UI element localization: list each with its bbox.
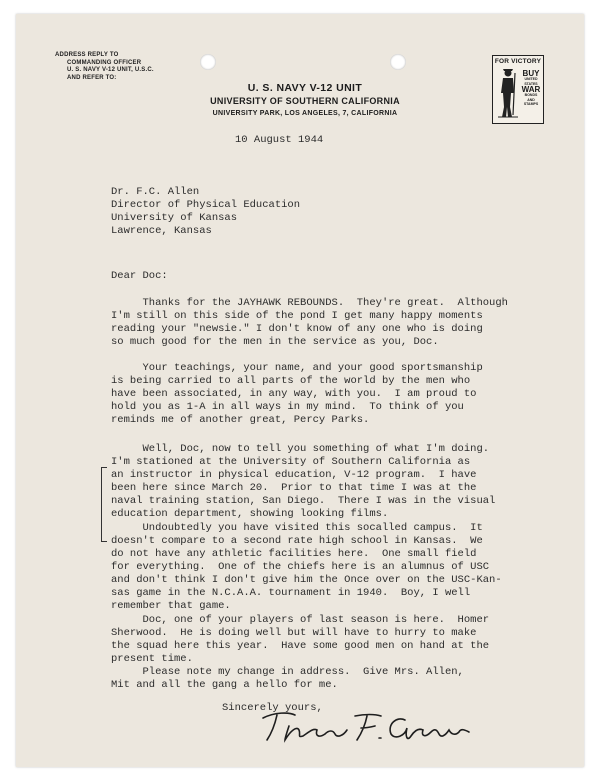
text-line: have been associated, in any way, with you. I am proud to — [111, 388, 477, 400]
war-bonds-stamp — [492, 55, 544, 124]
stamp-small-text: AND — [527, 97, 535, 102]
recipient-address — [111, 186, 300, 238]
paragraph-5 — [111, 614, 489, 666]
stamp-small-text: STATES — [524, 81, 538, 86]
closing: Sincerely yours, — [222, 702, 323, 714]
text-line: Doc, one of your players of last season is here. Homer — [111, 614, 490, 626]
text-line: education department, showing looking films. — [111, 508, 389, 520]
reply-to-line: ADDRESS REPLY TO — [55, 52, 119, 58]
text-line: Well, Doc, now to tell you something of what I'm doing. — [111, 443, 490, 455]
text-line: hold you as 1-A in all ways in my mind. To think of you — [111, 401, 464, 413]
paragraph-4 — [111, 522, 502, 613]
paragraph-2 — [111, 362, 483, 427]
recipient-line: Lawrence, Kansas — [111, 225, 212, 237]
recipient-line: Director of Physical Education — [111, 199, 301, 211]
text-line: I'm still on this side of the pond I get many happy moments — [111, 310, 483, 322]
salutation: Dear Doc: — [111, 270, 168, 282]
letterhead — [190, 81, 420, 120]
letterhead-university: UNIVERSITY OF SOUTHERN CALIFORNIA — [210, 96, 400, 106]
punch-hole-left — [200, 54, 216, 70]
reply-to-line: U. S. NAVY V-12 UNIT, U.S.C. — [67, 67, 154, 73]
text-line: for everything. One of the chiefs here is an alumnus of USC — [111, 561, 490, 573]
text-line: remember that game. — [111, 600, 231, 612]
stamp-small-text: BONDS — [524, 93, 538, 97]
stamp-war: WAR — [521, 85, 541, 94]
minuteman-icon — [496, 67, 520, 119]
letterhead-address: UNIVERSITY PARK, LOS ANGELES, 7, CALIFORNIA — [212, 110, 398, 117]
text-line: an instructor in physical education, V-12 program. I have — [111, 469, 477, 481]
margin-bracket-mark — [101, 467, 107, 542]
reply-to-line: COMMANDING OFFICER — [67, 59, 142, 66]
text-line: Undoubtedly you have visited this socalled campus. It — [111, 522, 483, 534]
text-line: is being carried to all parts of the world by the men who — [111, 375, 471, 387]
text-line: reading your "newsie." I don't know of any one who is doing — [111, 323, 483, 335]
reply-to-block — [55, 52, 154, 82]
text-line: do not have any athletic facilities here. One small field — [111, 548, 477, 560]
text-line: I'm stationed at the University of Southern California as — [111, 456, 471, 468]
text-line: so much good for the men in the service as you, Doc. — [111, 336, 439, 348]
text-line: Your teachings, your name, and your good sportsmanship — [111, 362, 483, 374]
signature — [255, 706, 475, 746]
text-line: Thanks for the JAYHAWK REBOUNDS. They're great. Although — [111, 297, 508, 309]
text-line: Mit and all the gang a hello for me. — [111, 679, 338, 691]
punch-hole-right — [390, 54, 406, 70]
text-line: naval training station, San Diego. There I was in the visual — [111, 495, 496, 507]
stamp-top-text: FOR VICTORY — [494, 58, 542, 65]
text-line: the squad here this year. Have some good men on hand at the — [111, 640, 490, 652]
stamp-buy: BUY — [522, 69, 540, 78]
reply-to-line: AND REFER TO: — [67, 74, 117, 81]
text-line: doesn't compare to a second rate high school in Kansas. We — [111, 535, 483, 547]
text-line: sas game in the N.C.A.A. tournament in 1940. Boy, I well — [111, 587, 471, 599]
stamp-small-text: UNITED — [524, 77, 538, 81]
text-line: present time. — [111, 653, 193, 665]
stamp-small-text: STAMPS — [523, 102, 539, 106]
text-line: reminds me of another great, Percy Parks. — [111, 414, 370, 426]
paragraph-6 — [111, 666, 464, 692]
text-line: Please note my change in address. Give Mrs. Allen, — [111, 666, 464, 678]
letter-date: 10 August 1944 — [235, 134, 324, 146]
recipient-line: Dr. F.C. Allen — [111, 186, 200, 198]
paragraph-3 — [111, 443, 495, 521]
letterhead-unit: U. S. NAVY V-12 UNIT — [247, 82, 363, 94]
paragraph-1 — [111, 297, 508, 349]
text-line: been here since March 20. Prior to that time I was at the — [111, 482, 477, 494]
text-line: Sherwood. He is doing well but will have to hurry to make — [111, 627, 477, 639]
text-line: and don't think I don't give him the Once over on the USC-Kan- — [111, 574, 502, 586]
recipient-line: University of Kansas — [111, 212, 238, 224]
